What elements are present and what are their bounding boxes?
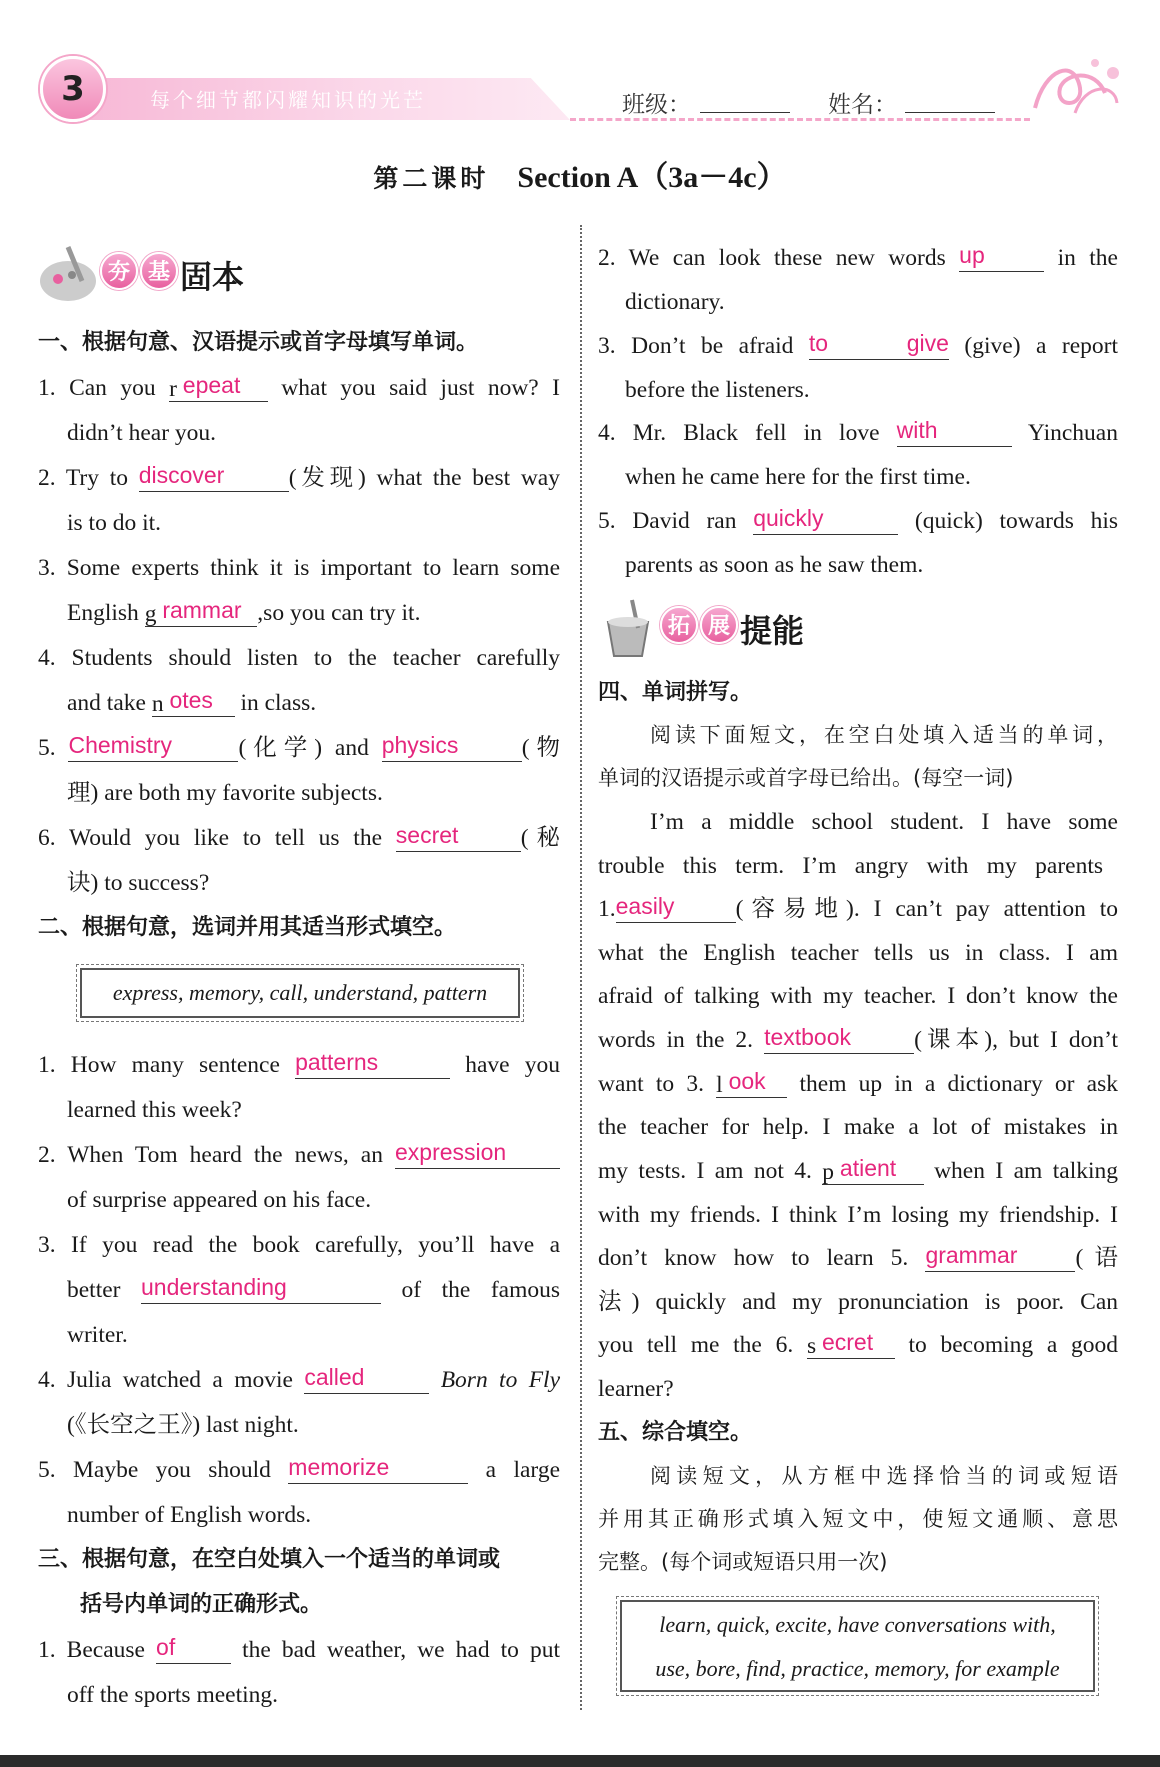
s4-line9: my tests. I am not 4. p atient when I am talking: [598, 1155, 1118, 1185]
s3-q3-line2: before the listeners.: [625, 377, 810, 403]
lesson-label: 第二课时: [373, 164, 490, 193]
class-blank[interactable]: [700, 112, 790, 113]
s4-line14: learner?: [598, 1376, 674, 1402]
answer[interactable]: physics: [381, 732, 459, 758]
s3-q3-line1: 3. Don’t be afraid to give (give) a report: [598, 330, 1119, 359]
answer[interactable]: quickly: [753, 505, 824, 531]
s1-q6-line2: 诀) to success?: [67, 870, 210, 896]
s2-q2-line2: of surprise appeared on his face.: [67, 1187, 372, 1213]
header-band: [40, 48, 1120, 128]
s2-q3-line3: writer.: [67, 1322, 128, 1348]
s1-q5-line2: 理) are both my favorite subjects.: [67, 780, 383, 806]
s2-q1-line1: 1. How many sentence patterns have you: [38, 1049, 560, 1078]
s2-title: 二、根据句意，选词并用其适当形式填空。: [38, 915, 457, 940]
s3-q2-line1: 2. We can look these new words up in the: [598, 242, 1118, 271]
s2-q4-line1: 4. Julia watched a movie called Born to Fly: [38, 1364, 561, 1393]
column-divider: [580, 225, 582, 1710]
section-label: Section A（3a－4c）: [517, 161, 787, 194]
s4-line4: what the English teacher tells us in class. I am: [598, 940, 1118, 966]
name-blank[interactable]: [905, 112, 995, 113]
answer[interactable]: textbook: [764, 1024, 852, 1050]
badge-char-2: 展: [700, 606, 738, 644]
s5-box-line2: use, bore, find, practice, memory, for example: [655, 1656, 1060, 1681]
answer[interactable]: easily: [615, 893, 675, 919]
answer[interactable]: secret: [395, 822, 459, 848]
name-label: 姓名：: [828, 92, 897, 118]
s1-q6-line1: 6. Would you like to tell us the secret (秘: [38, 822, 560, 851]
s3-title-line2: 括号内单词的正确形式。: [80, 1592, 323, 1617]
s4-line13: you tell me the 6. s ecret to becoming a good: [598, 1329, 1119, 1359]
answer[interactable]: ook: [728, 1068, 766, 1094]
answer[interactable]: epeat: [182, 372, 241, 398]
s3-q5-line1: 5. David ran quickly (quick) towards his: [598, 505, 1119, 534]
s4-instr-line2: 单词的汉语提示或首字母已给出。(每空一词): [598, 766, 1014, 790]
s4-line2: trouble this term. I’m angry with my parents: [598, 853, 1103, 879]
s5-instr-line2: 并用其正确形式填入短文中，使短文通顺、意思: [598, 1507, 1118, 1531]
s5-instr-line1: 阅读短文，从方框中选择恰当的词或短语: [650, 1464, 1118, 1488]
answer[interactable]: to give: [808, 330, 949, 356]
basic-badge: [38, 245, 244, 305]
s5-title: 五、综合填空。: [598, 1420, 753, 1445]
s2-q4-line2: (《长空之王》) last night.: [67, 1412, 299, 1438]
s1-q2-line1: 2. Try to discover (发现) what the best way: [38, 462, 560, 491]
badge-char-2: 基: [140, 252, 178, 290]
bottom-bar: [0, 1755, 1160, 1767]
s4-line11: don’t know how to learn 5. grammar (语: [598, 1242, 1119, 1271]
answer[interactable]: Chemistry: [68, 732, 172, 758]
s3-q4-line1: 4. Mr. Black fell in love with Yinchuan: [598, 417, 1118, 446]
s4-line10: with my friends. I think I’m losing my friendship. I: [598, 1202, 1118, 1228]
s3-q1-line1: 1. Because of the bad weather, we had to put: [38, 1634, 561, 1663]
s4-line12: 法) quickly and my pronunciation is poor. Can: [598, 1289, 1118, 1315]
s4-title: 四、单词拼写。: [598, 680, 753, 705]
s4-line5: afraid of talking with my teacher. I don’t know the: [598, 983, 1118, 1009]
s3-q4-line2: when he came here for the first time.: [625, 464, 971, 490]
answer[interactable]: patterns: [295, 1049, 379, 1075]
page-number-circle: 3: [40, 56, 106, 122]
answer[interactable]: otes: [169, 687, 213, 713]
s4-line1: I’m a middle school student. I have some: [650, 809, 1118, 835]
extend-badge: [598, 598, 804, 660]
s4-instr-line1: 阅读下面短文，在空白处填入适当的单词，: [650, 723, 1118, 747]
lesson-title: [0, 152, 1160, 196]
s3-q1-line2: off the sports meeting.: [67, 1682, 279, 1708]
answer[interactable]: with: [896, 417, 938, 443]
answer[interactable]: of: [156, 1634, 176, 1660]
s5-instr-line3: 完整。(每个词或短语只用一次): [598, 1550, 888, 1574]
answer[interactable]: understanding: [141, 1274, 287, 1300]
answer[interactable]: atient: [839, 1155, 897, 1181]
s1-title: 一、根据句意、汉语提示或首字母填写单词。: [38, 330, 479, 355]
s2-q5-line1: 5. Maybe you should memorize a large: [38, 1454, 561, 1483]
s2-q3-line2: better understanding of the famous: [67, 1274, 561, 1303]
s1-q2-line2: is to do it.: [67, 510, 162, 536]
s1-q3-line2: English g rammar ,so you can try it.: [67, 597, 421, 627]
palette-icon: [38, 245, 100, 305]
badge-char-1: 夯: [100, 252, 138, 290]
badge-rest: 固本: [180, 258, 245, 296]
s2-q2-line1: 2. When Tom heard the news, an expression: [38, 1140, 560, 1170]
answer[interactable]: up: [959, 242, 985, 268]
s1-q4-line1: 4. Students should listen to the teacher carefully: [38, 645, 560, 671]
answer[interactable]: discover: [138, 462, 225, 488]
flourish-icon: [1025, 48, 1125, 128]
s3-q2-line2: dictionary.: [625, 289, 725, 315]
slogan-text: 每个细节都闪耀知识的光芒: [150, 88, 426, 112]
answer[interactable]: memorize: [288, 1454, 390, 1480]
s5-box-line1: learn, quick, excite, have conversations with,: [659, 1612, 1056, 1637]
badge-char-1: 拓: [660, 606, 698, 644]
s2-q1-line2: learned this week?: [67, 1097, 242, 1123]
s1-q4-line2: and take n otes in class.: [67, 687, 317, 717]
s1-q1-line2: didn’t hear you.: [67, 420, 217, 446]
s5-word-box: [620, 1600, 1095, 1692]
answer[interactable]: ecret: [821, 1329, 874, 1355]
s1-q1-line1: 1. Can you r epeat what you said just now? I: [38, 372, 561, 402]
s2-word-box: express, memory, call, understand, pattern: [80, 968, 520, 1018]
class-label: 班级：: [622, 92, 691, 118]
answer[interactable]: expression: [395, 1139, 507, 1165]
s4-line7: want to 3. l ook them up in a dictionary or ask: [598, 1068, 1119, 1098]
s3-title-line1: 三、根据句意，在空白处填入一个适当的单词或: [38, 1547, 501, 1572]
s2-q3-line1: 3. If you read the book carefully, you’ll have a: [38, 1232, 560, 1258]
answer[interactable]: grammar: [925, 1242, 1018, 1268]
s4-line8: the teacher for help. I make a lot of mistakes in: [598, 1114, 1118, 1140]
answer[interactable]: rammar: [162, 597, 242, 623]
s4-line6: words in the 2. textbook (课本), but I don’t: [598, 1024, 1118, 1053]
s2-q5-line2: number of English words.: [67, 1502, 312, 1528]
paint-bucket-icon: [598, 598, 660, 660]
s1-q5-line1: 5. Chemistry (化学) and physics (物: [38, 732, 561, 761]
s4-line3: 1.easily (容易地). I can’t pay attention to: [598, 893, 1118, 922]
badge-rest: 提能: [740, 612, 805, 650]
s3-q5-line2: parents as soon as he saw them.: [625, 552, 924, 578]
s1-q3-line1: 3. Some experts think it is important to learn some: [38, 555, 560, 581]
answer[interactable]: called: [304, 1364, 365, 1390]
